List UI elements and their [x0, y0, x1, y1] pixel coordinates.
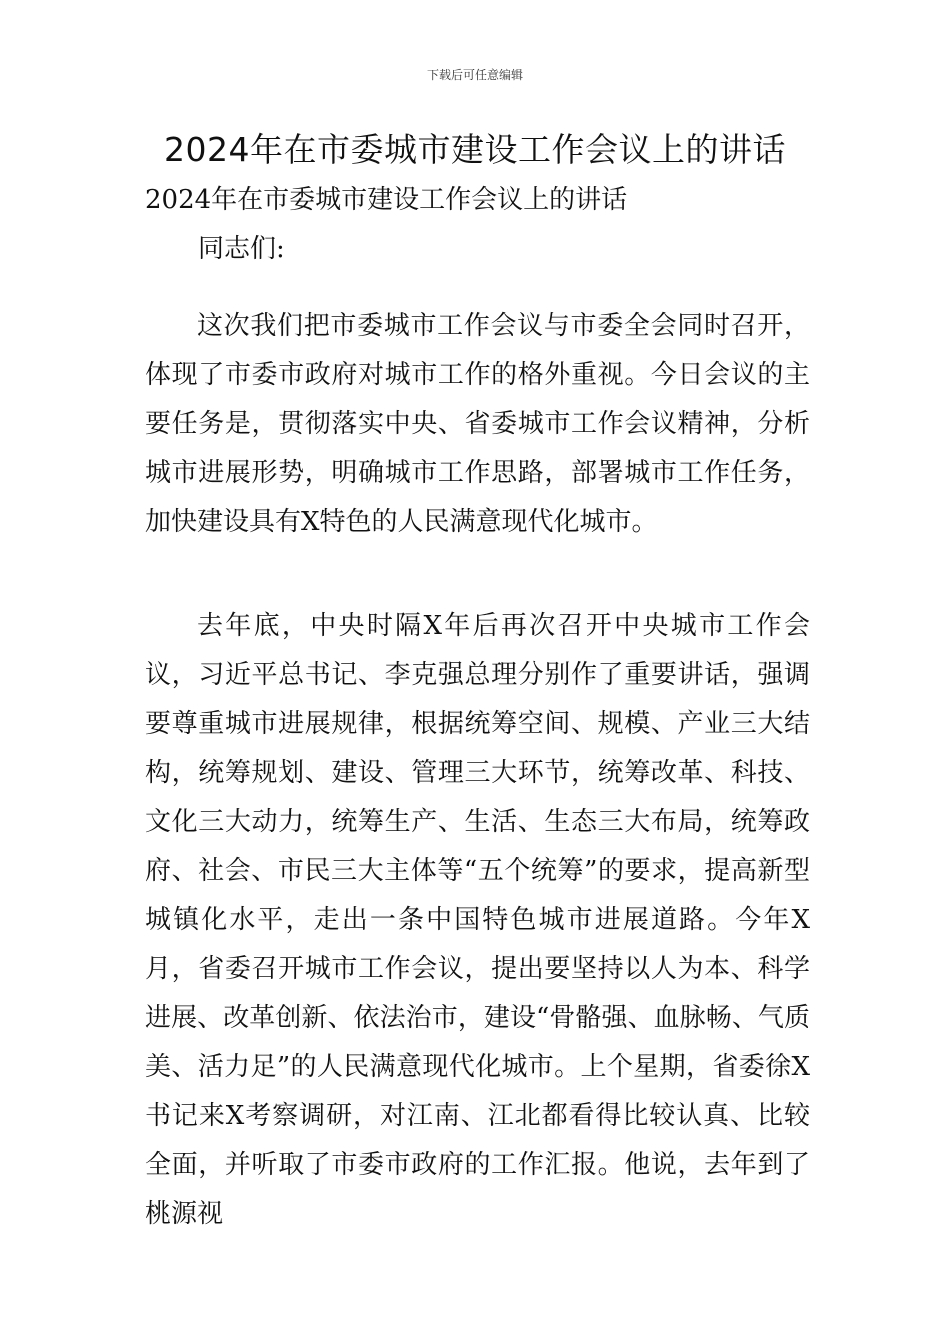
paragraph: 去年底，中央时隔X年后再次召开中央城市工作会议，习近平总书记、李克强总理分别作了重要讲话，强调要尊重城市进展规律，根据统筹空间、规模、产业三大结构，统筹规划、建设、管理三大环节，统筹改革、科技、文化三大动力，统筹生产、生活、生态三大布局，统筹政府、社会、市民三大主体等“五个统筹”的要求，提高新型城镇化水平，走出一条中国特色城市进展道路。今年X月，省委召开城市工作会议，提出要坚持以人为本、科学进展、改革创新、依法治市，建设“骨骼强、血脉畅、气质美、活力足”的人民满意现代化城市。上个星期，省委徐X书记来X考察调研，对江南、江北都看得比较认真、比较全面，并听取了市委市政府的工作汇报。他说，去年到了桃源视: [145, 611, 810, 1229]
salutation: 同志们:: [198, 234, 285, 264]
page-header-note: 下载后可任意编辑: [426, 68, 523, 82]
document-subtitle: 2024年在市委城市建设工作会议上的讲话: [145, 185, 628, 215]
paragraph: 这次我们把市委城市工作会议与市委全会同时召开，体现了市委市政府对城市工作的格外重视。今日会议的主要任务是，贯彻落实中央、省委城市工作会议精神，分析城市进展形势，明确城市工作思路，部署城市工作任务，加快建设具有X特色的人民满意现代化城市。: [145, 311, 810, 537]
document-title: 2024年在市委城市建设工作会议上的讲话: [164, 130, 786, 169]
